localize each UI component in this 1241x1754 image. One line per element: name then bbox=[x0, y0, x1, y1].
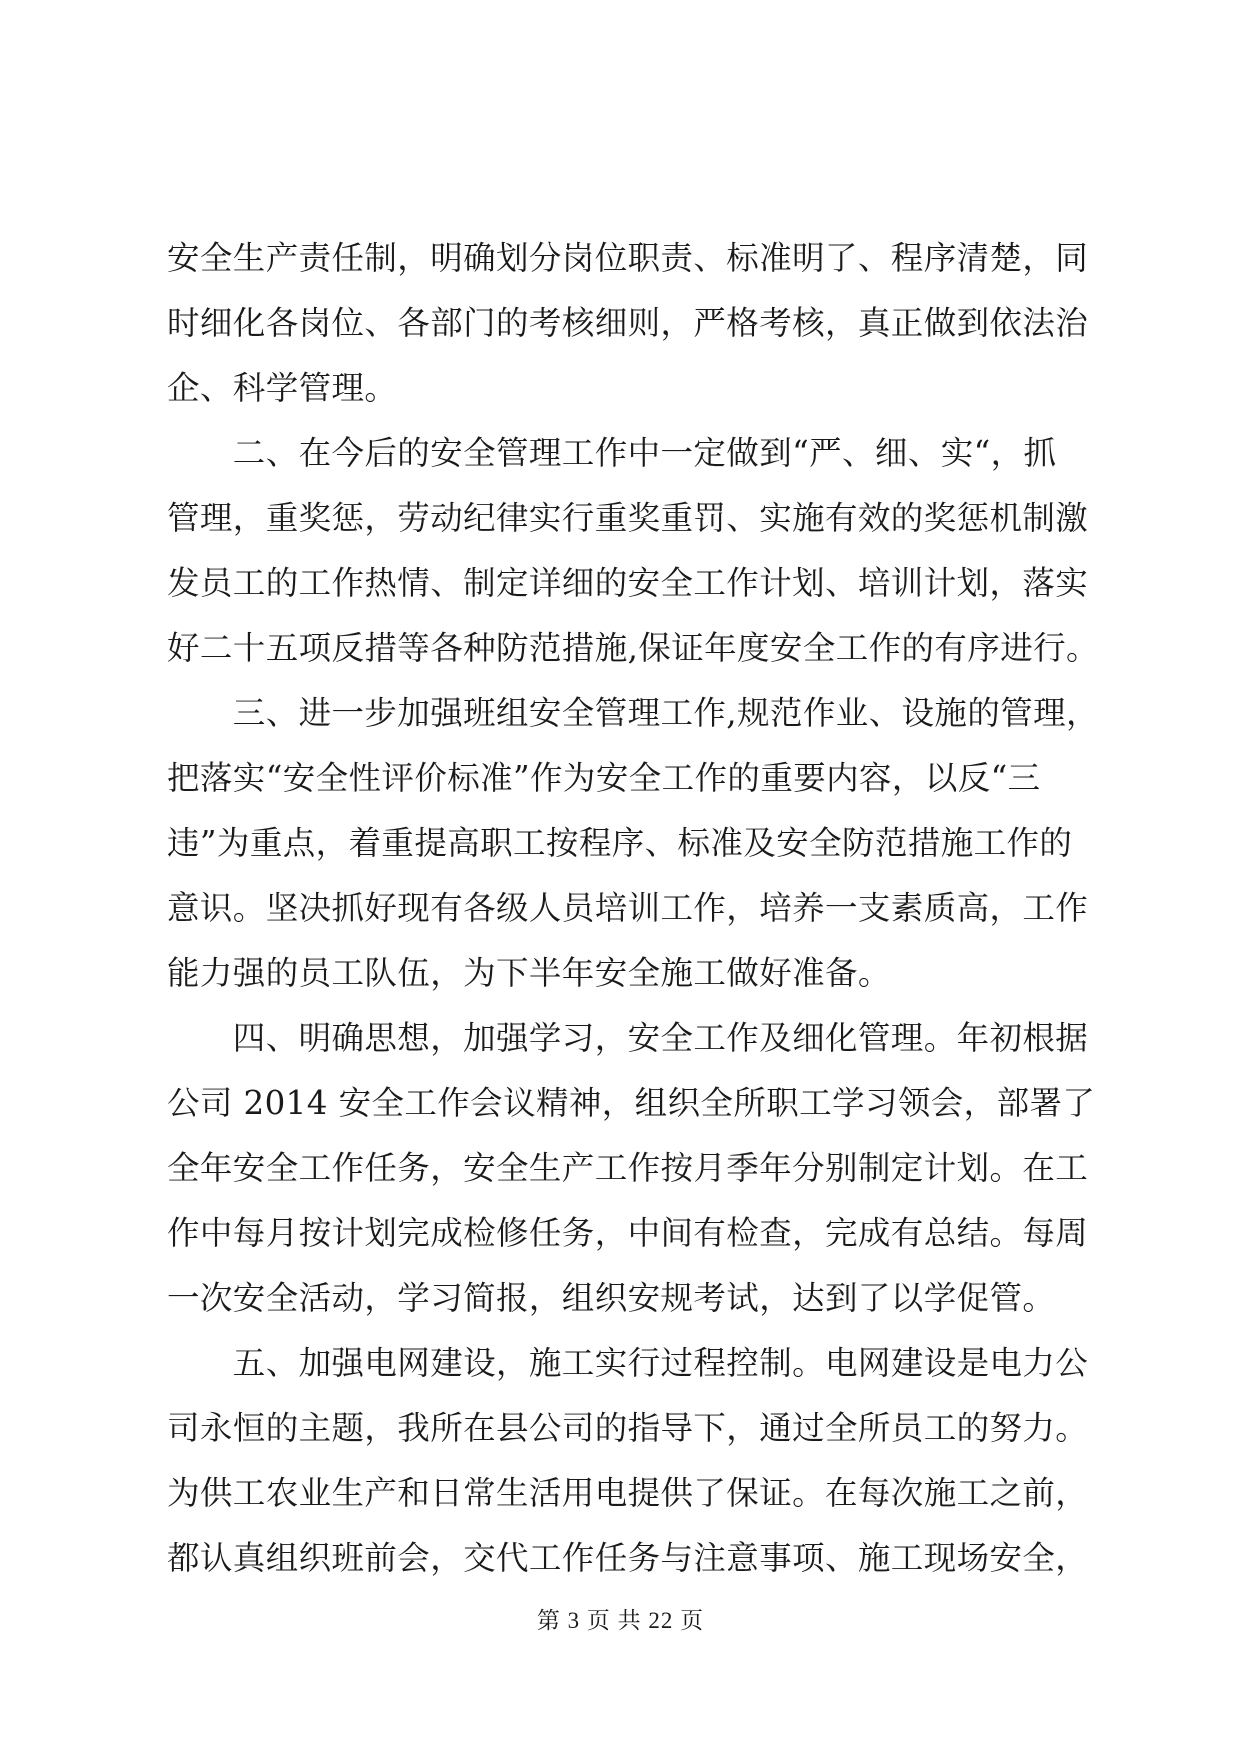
text-line: 把落实“安全性评价标准”作为安全工作的重要内容，以反“三 bbox=[167, 759, 1041, 797]
text-line: 五、加强电网建设，施工实行过程控制。电网建设是电力公 bbox=[167, 1344, 1089, 1382]
text-line: 管理，重奖惩，劳动纪律实行重奖重罚、实施有效的奖惩机制激 bbox=[167, 499, 1089, 537]
text-line: 都认真组织班前会，交代工作任务与注意事项、施工现场安全， bbox=[167, 1539, 1089, 1577]
text-line: 为供工农业生产和日常生活用电提供了保证。在每次施工之前， bbox=[167, 1474, 1089, 1512]
text-line: 司永恒的主题，我所在县公司的指导下，通过全所员工的努力。 bbox=[167, 1409, 1089, 1447]
text-line: 安全生产责任制，明确划分岗位职责、标准明了、程序清楚，同 bbox=[167, 239, 1089, 277]
text-line: 企、科学管理。 bbox=[167, 369, 398, 407]
text-line: 四、明确思想，加强学习，安全工作及细化管理。年初根据 bbox=[167, 1019, 1089, 1057]
text-line: 一次安全活动，学习简报，组织安规考试，达到了以学促管。 bbox=[167, 1279, 1056, 1317]
text-line: 违”为重点，着重提高职工按程序、标准及安全防范措施工作的 bbox=[167, 824, 1073, 862]
text-line: 作中每月按计划完成检修任务，中间有检查，完成有总结。每周 bbox=[167, 1214, 1089, 1252]
text-line: 意识。坚决抓好现有各级人员培训工作，培养一支素质高，工作 bbox=[167, 889, 1089, 927]
text-line: 三、进一步加强班组安全管理工作,规范作业、设施的管理， bbox=[167, 694, 1099, 732]
text-line: 公司 2014 安全工作会议精神，组织全所职工学习领会，部署了 bbox=[167, 1084, 1096, 1122]
text-line: 好二十五项反措等各种防范措施,保证年度安全工作的有序进行。 bbox=[167, 629, 1099, 667]
document-body bbox=[167, 226, 1099, 1591]
text-line: 全年安全工作任务，安全生产工作按月季年分别制定计划。在工 bbox=[167, 1149, 1089, 1187]
text-line: 二、在今后的安全管理工作中一定做到“严、细、实“，抓 bbox=[167, 434, 1057, 472]
page-number-footer: 第 3 页 共 22 页 bbox=[536, 1608, 705, 1633]
text-line: 发员工的工作热情、制定详细的安全工作计划、培训计划，落实 bbox=[167, 564, 1089, 602]
text-line: 能力强的员工队伍，为下半年安全施工做好准备。 bbox=[167, 954, 891, 992]
text-line: 时细化各岗位、各部门的考核细则，严格考核，真正做到依法治 bbox=[167, 304, 1089, 342]
